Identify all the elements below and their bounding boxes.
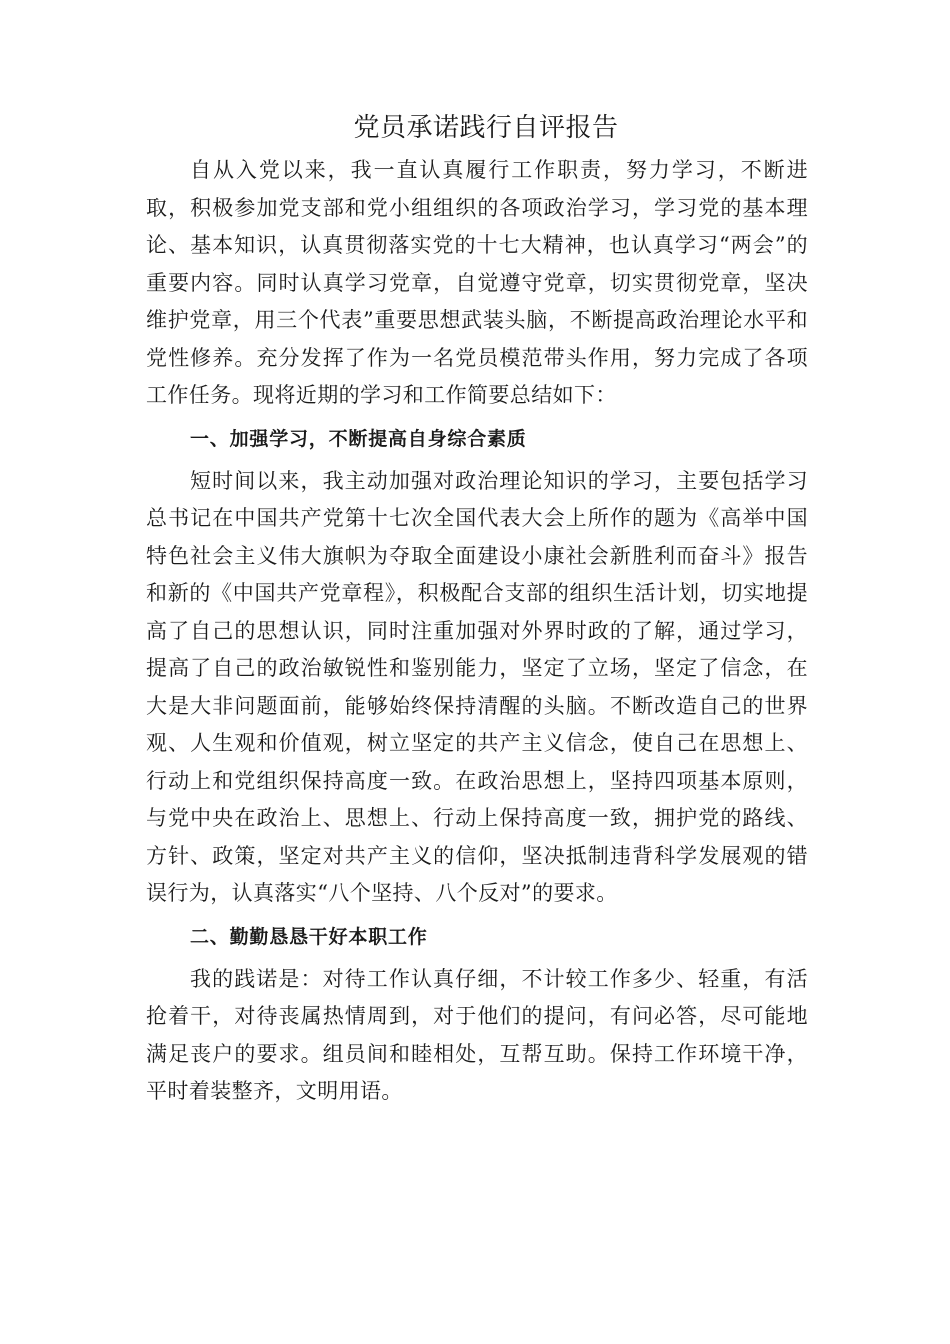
section-1-paragraph: 短时间以来，我主动加强对政治理论知识的学习，主要包括学习总书记在中国共产党第十七次全国代表大会上所作的题为《高举中国特色社会主义伟大旗帜为夺取全面建设小康社会新胜利而奋斗》报告和新的《中国共产党章程》，积极配合支部的组织生活计划，切实地提高了自己的思想认识，同时注重加强对外界时政的了解，通过学习，提高了自己的政治敏锐性和鉴别能力，坚定了立场，坚定了信念，在大是大非问题面前，能够始终保持清醒的头脑。不断改造自己的世界观、人生观和价值观，树立坚定的共产主义信念，使自己在思想上、行动上和党组织保持高度一致。在政治思想上，坚持四项基本原则，与党中央在政治上、思想上、行动上保持高度一致，拥护党的路线、方针、政策，坚定对共产主义的信仰，坚决抵制违背科学发展观的错误行为，认真落实“八个坚持、八个反对”的要求。	[146, 468, 808, 905]
document-page	[146, 108, 808, 1111]
section-2-paragraph: 我的践诺是：对待工作认真仔细，不计较工作多少、轻重，有活抢着干，对待丧属热情周到，对于他们的提问，有问必答，尽可能地满足丧户的要求。组员间和睦相处，互帮互助。保持工作环境干净，平时着装整齐，文明用语。	[146, 966, 808, 1103]
intro-paragraph: 自从入党以来，我一直认真履行工作职责，努力学习，不断进取，积极参加党支部和党小组组织的各项政治学习，学习党的基本理论、基本知识，认真贯彻落实党的十七大精神，也认真学习“两会”的重要内容。同时认真学习党章，自觉遵守党章，切实贯彻党章，坚决维护党章，用三个代表”重要思想武装头脑，不断提高政治理论水平和党性修养。充分发挥了作为一名党员模范带头作用，努力完成了各项工作任务。现将近期的学习和工作简要总结如下：	[146, 158, 808, 407]
document-title: 党员承诺践行自评报告	[353, 113, 619, 143]
section-heading-2: 二、勤勤恳恳干好本职工作	[190, 925, 428, 948]
section-heading-1: 一、加强学习，不断提高自身综合素质	[190, 427, 527, 450]
